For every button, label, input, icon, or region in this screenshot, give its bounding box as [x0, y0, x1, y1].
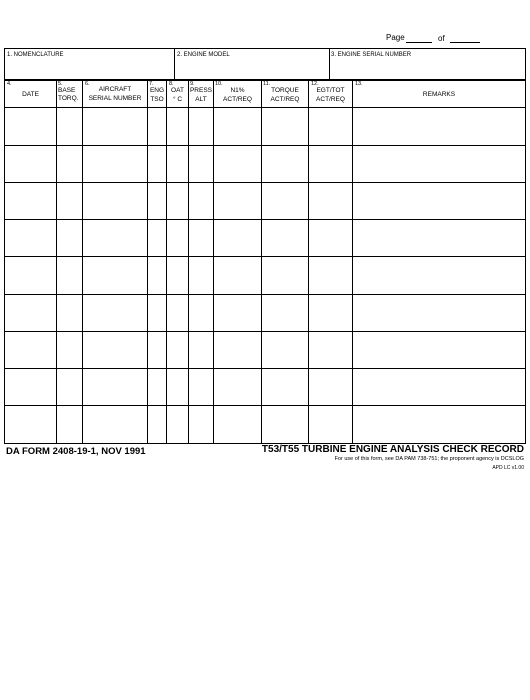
col-head-eng-tso-line1: ENG — [149, 87, 165, 94]
header-box — [4, 48, 526, 80]
col-divider — [56, 80, 57, 444]
page-number-field[interactable] — [406, 42, 432, 43]
of-label: of — [438, 34, 445, 43]
col-head-base-torq-line2: TORQ. — [58, 95, 79, 102]
row-line — [4, 256, 526, 257]
col-num-egt: 12. — [311, 81, 319, 87]
col-divider — [213, 80, 214, 444]
form-title: T53/T55 TURBINE ENGINE ANALYSIS CHECK RECORD — [261, 444, 524, 455]
col-head-aircraft-serial-line1: AIRCRAFT — [98, 86, 132, 93]
col-head-aircraft-serial-line2: SERIAL NUMBER — [88, 95, 142, 102]
col-divider — [261, 80, 262, 444]
col-head-n1 — [214, 87, 261, 104]
col-divider — [308, 80, 309, 444]
col-head-date-line1: DATE — [22, 91, 39, 98]
row-line — [4, 294, 526, 295]
col-num-remarks: 13. — [355, 81, 363, 87]
row-line — [4, 405, 526, 406]
col-divider — [352, 80, 353, 444]
col-head-oat-line1: OAT — [171, 87, 184, 94]
header-divider-1 — [174, 48, 175, 80]
col-head-egt — [309, 87, 352, 104]
col-head-oat-line2: ° C — [172, 96, 183, 103]
header-row-line — [4, 107, 526, 108]
col-head-press-alt-line2: ALT — [195, 96, 207, 103]
engine-serial-label: 3. ENGINE SERIAL NUMBER — [331, 52, 412, 58]
col-head-date — [5, 91, 56, 99]
row-line — [4, 145, 526, 146]
col-head-eng-tso — [148, 87, 166, 104]
col-head-torque — [262, 87, 308, 104]
col-head-remarks-line1: REMARKS — [422, 91, 456, 98]
col-head-n1-line1: N1% — [230, 87, 245, 94]
col-head-torque-line1: TORQUE — [271, 87, 299, 94]
col-divider — [166, 80, 167, 444]
col-head-n1-line2: ACT/REQ — [223, 96, 252, 103]
col-head-base-torq — [57, 87, 83, 103]
row-line — [4, 368, 526, 369]
col-num-aircraft-serial: 6. — [85, 81, 90, 87]
col-divider — [82, 80, 83, 444]
col-head-egt-line1: EGT/TOT — [316, 87, 345, 94]
header-divider-2 — [329, 48, 330, 80]
col-num-torque: 11. — [263, 81, 271, 87]
col-divider — [147, 80, 148, 444]
col-num-base-torq: 5. — [58, 81, 63, 87]
col-head-press-alt — [189, 87, 213, 104]
page-total-field[interactable] — [450, 42, 480, 43]
col-num-oat: 8. — [169, 81, 174, 87]
col-head-egt-line2: ACT/REQ — [316, 96, 345, 103]
page-label: Page — [386, 33, 405, 42]
col-head-press-alt-line1: PRESS — [189, 87, 213, 94]
nomenclature-label: 1. NOMENCLATURE — [7, 52, 64, 58]
col-num-eng-tso: 7. — [149, 81, 154, 87]
row-line — [4, 219, 526, 220]
col-head-eng-tso-line2: TSO — [150, 96, 164, 103]
col-num-press-alt: 9. — [190, 81, 195, 87]
col-head-torque-line2: ACT/REQ — [270, 96, 300, 103]
engine-model-label: 2. ENGINE MODEL — [177, 52, 230, 58]
col-divider — [188, 80, 189, 444]
col-num-date: 4. — [7, 81, 12, 87]
form-subtitle: For use of this form, see DA PAM 738-751; the proponent agency is DCSLOG — [334, 456, 524, 462]
col-head-oat — [167, 87, 188, 104]
col-head-remarks — [353, 91, 525, 99]
row-line — [4, 331, 526, 332]
row-line — [4, 182, 526, 183]
col-num-n1: 10. — [215, 81, 223, 87]
col-head-base-torq-line1: BASE — [58, 87, 76, 94]
form-id: DA FORM 2408-19-1, NOV 1991 — [6, 446, 146, 457]
form-version: APD LC v1.00 — [492, 465, 524, 471]
col-head-aircraft-serial — [83, 86, 147, 103]
